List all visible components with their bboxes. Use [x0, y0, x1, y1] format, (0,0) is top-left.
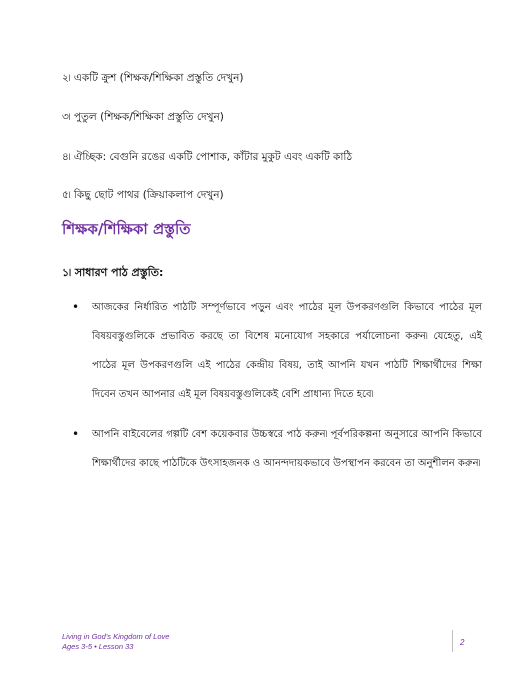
footer-subtitle: Ages 3-5 • Lesson 33 [62, 642, 134, 651]
page-number: 2 [460, 638, 465, 647]
bullet-text: আপনি বাইবেলের গল্পটি বেশ কয়েকবার উচ্চস্বরে পাঠ করুন৷ পূর্বপরিকল্পনা অনুসারে আপনি কিভাবে শিক্ষার্থীদের কাছে পাঠটিকে উৎসাহজনক ও আনন্দদায়কভাবে উপস্থাপন করবেন তা অনুশীলন করুন৷ [92, 429, 482, 469]
footer-divider [452, 630, 453, 652]
bullet-icon: • [72, 427, 80, 441]
materials-item-3: ৩৷ পুতুল (শিক্ষক/শিক্ষিকা প্রস্তুতি দেখুন) [62, 111, 224, 123]
section-heading: শিক্ষক/শিক্ষিকা প্রস্তুতি [62, 220, 191, 238]
bullet-icon: • [72, 300, 80, 314]
materials-item-4: ৪৷ ঐচ্ছিক: বেগুনি রঙের একটি পোশাক, কাঁটার মুকুট এবং একটি কাঠি [62, 151, 353, 163]
bullet-text: আজকের নির্ধারিত পাঠটি সম্পূর্ণভাবে পড়ুন এবং পাঠের মূল উপকরণগুলি কিভাবে পাঠের মূল বিষয়বস্তুগুলিকে প্রভাবিত করছে তা বিশেষ মনোযোগ সহকারে পর্যালোচনা করুন৷ যেহেতু, এই পাঠের মূল উপকরণগুলি এই পাঠের কেন্দ্রীয় বিষয়, তাই আপনি যখন পাঠটি শিক্ষার্থীদের শিক্ষা দিবেন তখন আপনার এই মূল বিষয়বস্তুগুলিকেই বেশি প্রাধান্য দিতে হবে৷ [92, 302, 482, 400]
sub-heading: ১৷ সাধারণ পাঠ প্রস্তুতি: [62, 266, 164, 279]
bullet-item-2 [72, 420, 482, 478]
footer-info [62, 632, 169, 652]
footer-title: Living in God’s Kingdom of Love [62, 632, 170, 641]
materials-item-2: ২৷ একটি ক্রুশ (শিক্ষক/শিক্ষিকা প্রস্তুতি দেখুন) [62, 72, 244, 84]
materials-item-5: ৫৷ কিছু ছোট পাথর (ক্রিয়াকলাপ দেখুন) [62, 189, 224, 201]
bullet-item-1 [72, 293, 482, 409]
